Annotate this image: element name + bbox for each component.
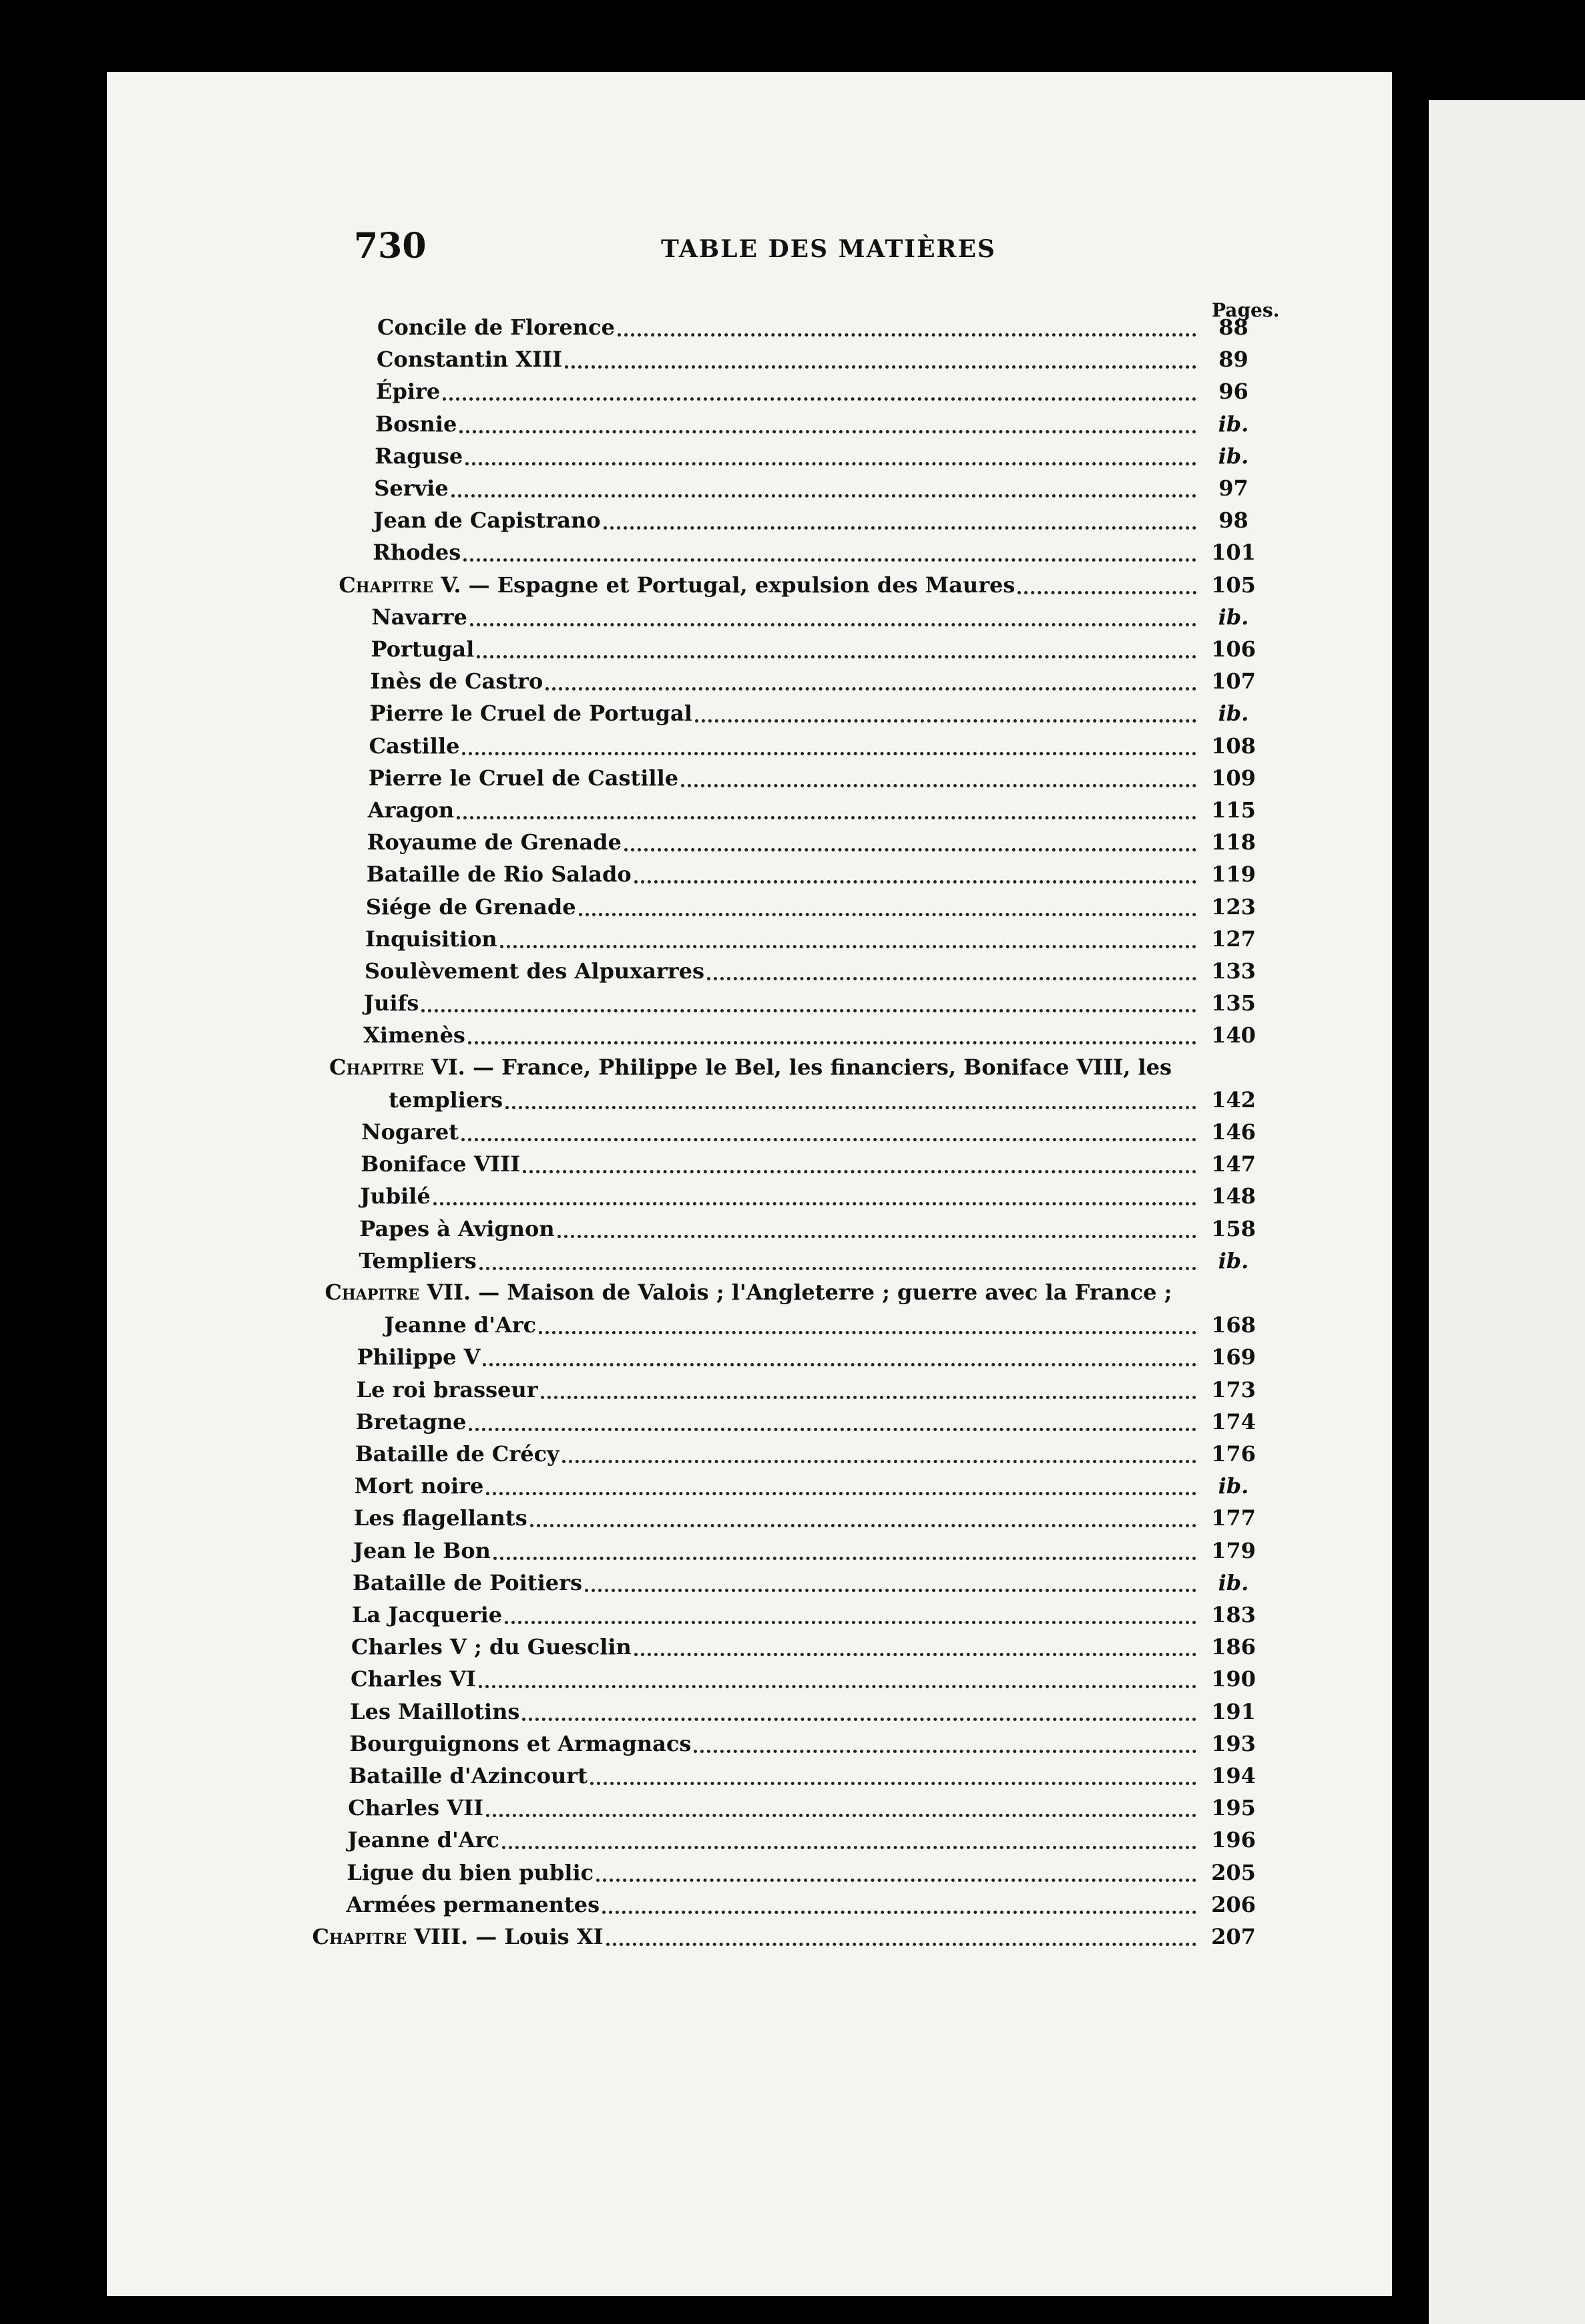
entry-title: Bataille de Crécy — [355, 1441, 559, 1467]
entry-title: Le roi brasseur — [356, 1376, 538, 1402]
toc-entry — [355, 1436, 1265, 1467]
dot-leader — [462, 751, 1196, 755]
entry-title: Bataille de Rio Salado — [366, 861, 632, 888]
dot-leader — [604, 526, 1196, 530]
chapter-title-continuation: Jeanne d'Arc — [384, 1312, 537, 1338]
chapter-title-continuation: templiers — [389, 1087, 503, 1113]
toc-entry — [367, 825, 1265, 855]
page-reference: 146 — [1211, 1119, 1256, 1145]
page-reference: 174 — [1211, 1408, 1256, 1434]
page-reference: 186 — [1211, 1634, 1256, 1660]
toc-entry — [353, 1533, 1265, 1564]
entry-title: Juifs — [364, 990, 419, 1016]
page-reference: ib. — [1218, 1473, 1249, 1499]
page-reference: 168 — [1211, 1312, 1256, 1338]
dot-leader — [562, 1459, 1196, 1463]
dot-leader — [421, 1008, 1196, 1012]
toc-entry — [363, 1018, 1265, 1048]
dot-leader — [530, 1523, 1196, 1527]
chapter-title: — Louis XI — [475, 1924, 604, 1949]
toc-entry — [352, 1597, 1265, 1628]
toc-entry — [359, 1243, 1265, 1274]
page-reference: 89 — [1218, 347, 1249, 373]
toc-entry — [366, 890, 1265, 920]
dot-leader — [602, 1910, 1196, 1914]
entry-title: Ligue du bien public — [347, 1859, 594, 1885]
page-reference: 194 — [1211, 1763, 1256, 1788]
entry-title: Rhodes — [373, 540, 461, 566]
toc-entry — [371, 600, 1265, 630]
entry-title: Mort noire — [354, 1473, 484, 1499]
entry-title: Boniface VIII — [361, 1151, 521, 1177]
page-reference: 123 — [1211, 894, 1256, 920]
dot-leader — [465, 461, 1196, 465]
page-reference: 97 — [1218, 475, 1249, 501]
entry-title: Charles V ; du Guesclin — [351, 1634, 632, 1660]
dot-leader — [486, 1813, 1196, 1817]
toc-entry — [361, 1147, 1265, 1177]
running-head: TABLE DES MATIÈRES — [661, 235, 996, 263]
toc-entry — [349, 1726, 1265, 1757]
entry-title: Inquisition — [365, 926, 497, 952]
chapter-heading-line — [325, 1280, 1172, 1305]
dot-leader — [565, 365, 1196, 369]
toc-chapter-entry — [389, 1083, 1265, 1113]
page-number: 730 — [354, 226, 427, 266]
toc-entry — [377, 342, 1265, 373]
entry-title: Templiers — [359, 1247, 477, 1274]
dot-leader — [477, 654, 1196, 658]
toc-entry — [347, 1855, 1265, 1886]
entry-title: Constantin XIII — [377, 347, 562, 373]
toc-entry — [361, 1115, 1265, 1145]
toc-entry — [371, 632, 1266, 662]
page-reference: 147 — [1211, 1151, 1256, 1177]
toc-entry — [346, 1887, 1265, 1918]
page-reference: 195 — [1211, 1795, 1256, 1821]
entry-title: Nogaret — [361, 1119, 459, 1145]
page-reference: 179 — [1211, 1537, 1256, 1563]
entry-title: Pierre le Cruel de Portugal — [369, 701, 692, 727]
page-reference: 158 — [1211, 1215, 1256, 1241]
toc-entry — [375, 439, 1265, 469]
dot-leader — [483, 1362, 1196, 1366]
toc-entry — [351, 1662, 1265, 1692]
toc-chapter-entry — [312, 1919, 1266, 1950]
dot-leader — [502, 1845, 1196, 1849]
page-reference: 190 — [1211, 1666, 1256, 1692]
page-reference: 109 — [1211, 765, 1256, 791]
page-reference: ib. — [1218, 701, 1249, 727]
toc-entry — [368, 793, 1265, 823]
page-reference: ib. — [1218, 1247, 1249, 1274]
entry-title: Charles VI — [351, 1666, 476, 1692]
entry-title: Siége de Grenade — [365, 894, 576, 920]
dot-leader — [585, 1588, 1196, 1592]
entry-title: La Jacquerie — [352, 1602, 503, 1627]
entry-title: Jeanne d'Arc — [347, 1827, 499, 1853]
facing-page-edge — [1429, 100, 1585, 2324]
page-reference: 142 — [1211, 1087, 1256, 1113]
dot-leader — [694, 1749, 1196, 1753]
toc-entry — [351, 1629, 1265, 1660]
toc-entry — [353, 1565, 1265, 1596]
entry-title: Pierre le Cruel de Castille — [368, 765, 679, 791]
page-reference: 176 — [1211, 1441, 1256, 1467]
dot-leader — [443, 397, 1196, 401]
entry-title: Bourguignons et Armagnacs — [349, 1730, 692, 1756]
dot-leader — [433, 1201, 1196, 1205]
entry-title: Bataille d'Azincourt — [349, 1763, 588, 1788]
chapter-title: — Espagne et Portugal, expulsion des Maures — [468, 572, 1015, 598]
entry-title: Navarre — [371, 604, 467, 630]
toc-entry — [349, 1758, 1265, 1789]
dot-leader — [1017, 590, 1196, 594]
page-reference: 148 — [1211, 1183, 1256, 1209]
page-reference: 101 — [1211, 540, 1256, 566]
toc-entry — [350, 1694, 1265, 1725]
chapter-label: Chapitre VI. — [329, 1054, 465, 1080]
toc-entry — [364, 986, 1265, 1016]
chapter-heading — [338, 572, 1015, 598]
page-reference: 206 — [1211, 1891, 1256, 1917]
dot-leader — [451, 494, 1196, 498]
dot-leader — [596, 1878, 1196, 1882]
dot-leader — [624, 847, 1196, 851]
dot-leader — [557, 1234, 1196, 1238]
entry-title: Concile de Florence — [377, 315, 615, 340]
page-reference: 196 — [1211, 1827, 1256, 1853]
page-reference: ib. — [1218, 604, 1249, 630]
entry-title: Les flagellants — [353, 1505, 527, 1531]
dot-leader — [634, 1652, 1196, 1656]
page-reference: 108 — [1211, 733, 1256, 759]
toc-entry — [348, 1790, 1265, 1821]
toc-chapter-entry — [338, 568, 1265, 598]
dot-leader — [505, 1620, 1196, 1624]
chapter-title: — France, Philippe le Bel, les financiers, Boniface VIII, les — [472, 1054, 1172, 1080]
dot-leader — [457, 815, 1196, 819]
page-reference: 177 — [1211, 1505, 1256, 1531]
page-reference: ib. — [1218, 411, 1249, 437]
page-reference: 115 — [1211, 797, 1256, 823]
dot-leader — [461, 1137, 1196, 1141]
toc-entry — [369, 761, 1265, 791]
chapter-label: Chapitre VIII. — [312, 1924, 469, 1949]
dot-leader — [681, 783, 1196, 787]
chapter-heading-line — [329, 1054, 1172, 1080]
dot-leader — [606, 1942, 1196, 1946]
dot-leader — [539, 1330, 1196, 1334]
entry-title: Royaume de Grenade — [367, 829, 622, 855]
page-reference: 105 — [1211, 572, 1256, 598]
toc-entry — [347, 1822, 1265, 1853]
entry-title: Jean le Bon — [353, 1537, 491, 1563]
toc-entry — [369, 729, 1265, 759]
dot-leader — [590, 1781, 1196, 1785]
dot-leader — [505, 1105, 1196, 1109]
entry-title: Inès de Castro — [370, 668, 543, 695]
dot-leader — [479, 1684, 1196, 1688]
page-reference: 193 — [1211, 1730, 1256, 1756]
dot-leader — [468, 1040, 1196, 1044]
toc-entry — [376, 374, 1265, 405]
page-reference: ib. — [1218, 1569, 1249, 1595]
dot-leader — [479, 1266, 1196, 1270]
entry-title: Aragon — [367, 797, 455, 823]
toc-entry — [365, 922, 1265, 952]
dot-leader — [522, 1717, 1196, 1721]
entry-title: Papes à Avignon — [359, 1215, 555, 1241]
entry-title: Philippe V — [357, 1344, 481, 1370]
dot-leader — [470, 622, 1196, 626]
page-reference: 133 — [1211, 958, 1256, 984]
page-reference: 127 — [1211, 926, 1256, 952]
page-reference: 118 — [1211, 829, 1256, 855]
page-reference: 88 — [1218, 315, 1249, 340]
toc-entry — [357, 1340, 1265, 1370]
toc-entry — [357, 1372, 1265, 1403]
toc-entry — [359, 1211, 1265, 1242]
toc-entry — [373, 535, 1265, 566]
dot-leader — [541, 1395, 1196, 1399]
toc-entry — [355, 1469, 1265, 1499]
page-reference: 119 — [1211, 861, 1256, 888]
page-reference: 107 — [1211, 668, 1256, 695]
dot-leader — [707, 976, 1196, 980]
page-reference: 207 — [1211, 1924, 1256, 1949]
dot-leader — [579, 912, 1196, 916]
toc-entry — [373, 503, 1265, 534]
entry-title: Jean de Capistrano — [373, 508, 601, 534]
toc-entry — [360, 1179, 1265, 1209]
entry-title: Armées permanentes — [346, 1891, 600, 1917]
toc-entry — [365, 954, 1265, 984]
book-page — [107, 72, 1392, 2296]
toc-entry — [377, 310, 1265, 341]
entry-title: Les Maillotins — [350, 1698, 520, 1724]
dot-leader — [463, 558, 1196, 562]
entry-title: Jubilé — [360, 1183, 431, 1209]
page-reference: 205 — [1211, 1859, 1256, 1885]
page-header — [107, 219, 1392, 272]
toc-entry — [354, 1501, 1265, 1531]
pages-column-label: Pages. — [1212, 299, 1280, 321]
toc-entry — [356, 1404, 1265, 1435]
toc-entry — [375, 407, 1265, 437]
dot-leader — [486, 1491, 1196, 1495]
chapter-heading — [312, 1923, 604, 1950]
page-reference: 173 — [1211, 1376, 1256, 1402]
dot-leader — [469, 1427, 1196, 1431]
page-reference: 169 — [1211, 1344, 1256, 1370]
chapter-title: — Maison de Valois ; l'Angleterre ; guerre avec la France ; — [478, 1280, 1172, 1305]
toc-entry — [374, 471, 1265, 502]
dot-leader — [500, 944, 1196, 948]
page-reference: 183 — [1211, 1602, 1256, 1627]
dot-leader — [523, 1169, 1196, 1173]
page-reference: 135 — [1211, 990, 1256, 1016]
entry-title: Ximenès — [363, 1022, 465, 1048]
entry-title: Soulèvement des Alpuxarres — [365, 958, 705, 984]
page-reference: 191 — [1211, 1698, 1256, 1724]
dot-leader — [493, 1556, 1196, 1560]
page-reference: 98 — [1218, 508, 1249, 534]
entry-title: Bretagne — [355, 1408, 467, 1434]
dot-leader — [459, 429, 1196, 433]
page-reference: ib. — [1218, 443, 1249, 469]
entry-title: Bataille de Poitiers — [352, 1569, 582, 1595]
toc-entry — [367, 857, 1265, 888]
entry-title: Épire — [376, 379, 441, 405]
page-reference: 106 — [1211, 636, 1256, 662]
toc-entry — [371, 664, 1265, 695]
dot-leader — [695, 719, 1196, 723]
entry-title: Castille — [369, 733, 460, 759]
toc-chapter-entry — [385, 1308, 1265, 1338]
chapter-label: Chapitre V. — [338, 572, 461, 598]
dot-leader — [634, 880, 1196, 884]
entry-title: Charles VII — [348, 1795, 484, 1821]
entry-title: Raguse — [375, 443, 463, 469]
page-reference: 140 — [1211, 1022, 1256, 1048]
entry-title: Portugal — [371, 636, 475, 662]
dot-leader — [545, 687, 1196, 691]
chapter-label: Chapitre VII. — [324, 1280, 471, 1305]
entry-title: Bosnie — [375, 411, 457, 437]
entry-title: Servie — [374, 475, 449, 501]
dot-leader — [618, 333, 1196, 337]
page-reference: 96 — [1218, 379, 1249, 405]
toc-entry — [370, 696, 1265, 727]
